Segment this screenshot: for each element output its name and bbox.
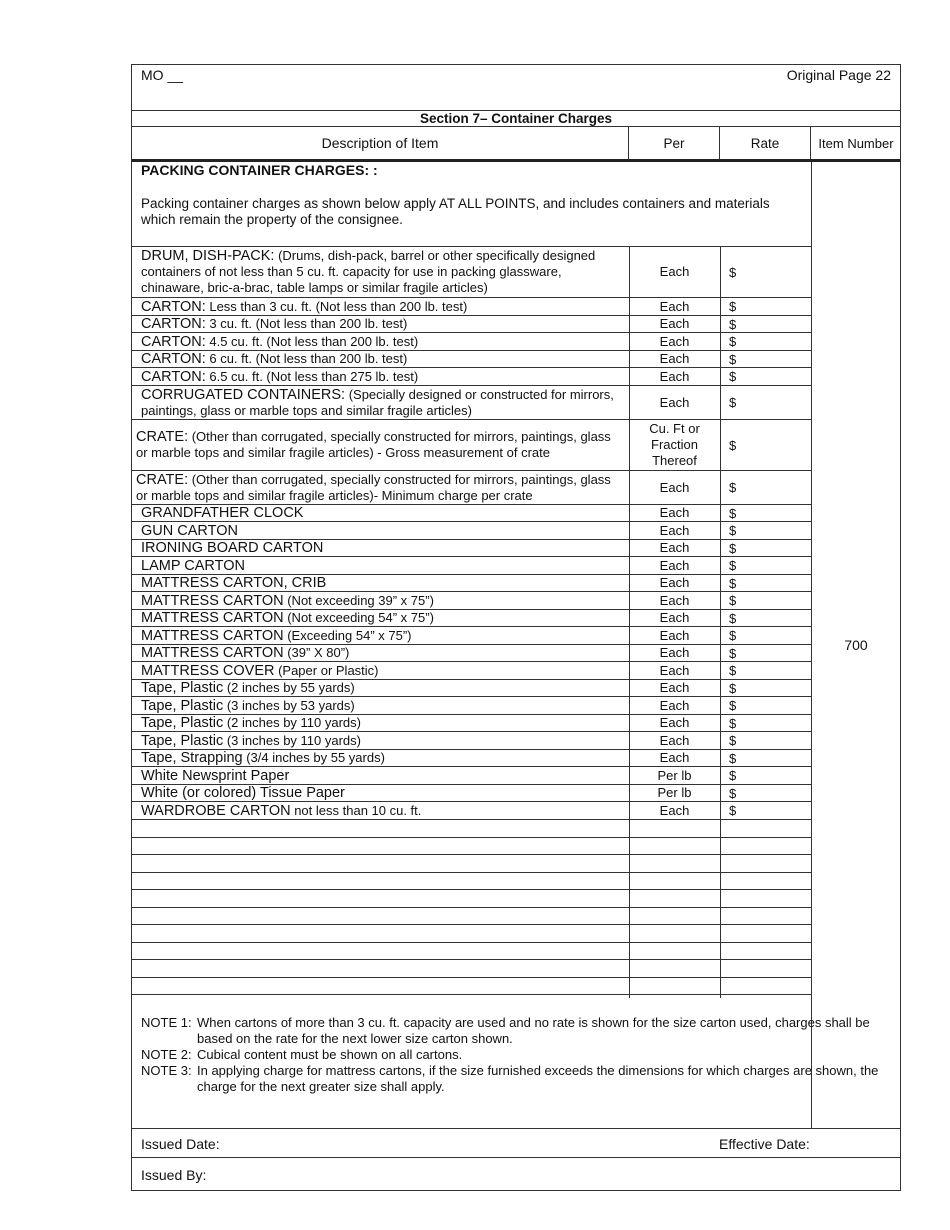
row-description-text: (Not exceeding 54” x 75”) [283, 610, 434, 625]
row-description-lead: CRATE: [136, 429, 189, 445]
row-description [141, 785, 625, 801]
row-rate: $ [729, 610, 737, 626]
note-text: When cartons of more than 3 cu. ft. capacity are used and no rate is shown for the size carton used, charges shall be based on the rate for the next lower size carton shown. [197, 1015, 870, 1046]
table-row [132, 627, 811, 645]
issued-date-label: Issued Date: [141, 1136, 220, 1152]
note [141, 1047, 881, 1063]
row-per: Each [659, 540, 690, 555]
row-description-lead: CARTON: [141, 316, 206, 332]
row-per: Each [659, 557, 690, 573]
row-per: Each [659, 610, 690, 625]
row-description [141, 680, 625, 696]
page-number: Original Page 22 [786, 67, 891, 83]
note [141, 1063, 881, 1095]
table-row [132, 471, 811, 505]
row-description [136, 420, 625, 470]
blank-row [132, 978, 811, 995]
notes-block [141, 1015, 881, 1095]
row-description [141, 298, 625, 315]
table-row [132, 645, 811, 662]
blank-row [132, 855, 811, 873]
row-description-lead: IRONING BOARD CARTON [141, 540, 324, 556]
row-description [141, 386, 625, 419]
row-description-text: (Drums, dish-pack, barrel or other specifically designed containers of not less than 5 cu. ft. capacity for use in packing glassware, chinaware, bric-a-brac, table lamps or similar fragile articles) [141, 248, 596, 295]
row-per: Each [659, 645, 690, 660]
row-description-text: (Not exceeding 39” x 75”) [283, 592, 434, 608]
table-row [132, 247, 811, 298]
row-description-text: (Other than corrugated, specially constructed for mirrors, paintings, glass or marble tops and similar fragile articles) - Gross measurement of crate [136, 429, 611, 460]
row-rate: $ [729, 680, 737, 696]
row-per: Each [659, 333, 690, 349]
blank-row [132, 960, 811, 978]
row-description [141, 557, 625, 574]
row-description-text: (39” X 80”) [283, 645, 350, 660]
row-description-text: 6.5 cu. ft. (Not less than 275 lb. test) [205, 368, 419, 384]
row-description-lead: MATTRESS CARTON [141, 610, 284, 626]
row-description [141, 610, 625, 626]
row-rate: $ [729, 715, 737, 731]
table-row [132, 316, 811, 333]
row-rate: $ [729, 299, 737, 314]
table-row [132, 662, 811, 680]
table-row [132, 505, 811, 522]
row-rate: $ [729, 264, 737, 280]
row-rate: $ [729, 395, 737, 410]
row-per: Each [659, 394, 690, 410]
row-per: Cu. Ft or Fraction Thereof [649, 421, 700, 468]
col-item-number: Item Number [818, 135, 894, 151]
row-rate: $ [729, 768, 737, 783]
row-description-text: (Exceeding 54” x 75”) [283, 627, 412, 643]
row-description-lead: Tape, Plastic [141, 680, 224, 696]
col-rate: Rate [720, 127, 811, 159]
table-row [132, 575, 811, 592]
table-row [132, 697, 811, 715]
table-row [132, 368, 811, 386]
row-description-lead: MATTRESS CARTON [141, 645, 284, 661]
row-per: Each [659, 368, 690, 384]
row-per: Each [659, 802, 690, 818]
blank-row [132, 908, 811, 925]
table-row [132, 802, 811, 820]
row-rate: $ [729, 334, 737, 349]
row-description-text: 3 cu. ft. (Not less than 200 lb. test) [205, 316, 408, 331]
row-description-lead: CORRUGATED CONTAINERS: [141, 386, 346, 403]
row-description-lead: WARDROBE CARTON [141, 802, 291, 819]
row-description-lead: CARTON: [141, 351, 206, 367]
row-description-text: (3 inches by 53 yards) [223, 697, 355, 713]
row-description-text: (3/4 inches by 55 yards) [242, 750, 385, 765]
table-row [132, 298, 811, 316]
row-per: Each [659, 298, 690, 314]
row-description [141, 802, 625, 819]
row-description-text: (2 inches by 110 yards) [223, 715, 361, 730]
intro-block [132, 162, 811, 247]
row-description-lead: CARTON: [141, 333, 206, 350]
row-rate: $ [729, 628, 737, 643]
row-description-text: (Other than corrugated, specially constructed for mirrors, paintings, glass or marble tops and similar fragile articles)- Minimum charge per crate [136, 471, 611, 503]
row-description-text: (Specially designed or constructed for mirrors, paintings, glass or marble tops and similar fragile articles) [141, 386, 614, 418]
effective-date-label: Effective Date: [719, 1136, 810, 1152]
row-description-lead: GRANDFATHER CLOCK [141, 505, 304, 521]
row-rate: $ [729, 351, 737, 367]
note-text: In applying charge for mattress cartons, if the size furnished exceeds the dimensions for which charges are shown, the charge for the next greater size shall apply. [197, 1063, 879, 1094]
row-rate: $ [729, 803, 737, 818]
row-description [141, 351, 625, 367]
row-description [141, 368, 625, 385]
note-label: NOTE 3: [141, 1063, 192, 1078]
table-row [132, 386, 811, 420]
row-description [141, 645, 625, 661]
blank-row [132, 943, 811, 960]
table-row [132, 522, 811, 540]
table-row [132, 540, 811, 557]
row-description-lead: LAMP CARTON [141, 557, 245, 574]
row-description-text: (2 inches by 55 yards) [223, 680, 355, 695]
note-text: Cubical content must be shown on all cartons. [197, 1047, 463, 1062]
row-per: Each [659, 264, 690, 279]
table-row [132, 715, 811, 732]
row-per: Each [659, 479, 690, 495]
row-description [141, 540, 625, 556]
blank-row [132, 873, 811, 890]
table-row [132, 732, 811, 750]
row-per: Per lb [657, 785, 692, 800]
item-number-value: 700 [844, 637, 868, 653]
row-description [141, 767, 625, 784]
row-description [141, 575, 625, 591]
note [141, 1015, 881, 1047]
row-description-text: not less than 10 cu. ft. [290, 802, 422, 818]
row-description [141, 715, 625, 731]
row-description-lead: CARTON: [141, 368, 206, 385]
row-description-text: Less than 3 cu. ft. (Not less than 200 lb. test) [205, 298, 468, 314]
row-rate: $ [729, 505, 737, 521]
row-description-lead: MATTRESS CARTON [141, 627, 284, 644]
row-rate: $ [729, 785, 737, 801]
blank-row [132, 925, 811, 943]
row-description [141, 522, 625, 539]
row-description-lead: Tape, Plastic [141, 715, 224, 731]
row-per: Each [659, 351, 690, 366]
row-description [141, 697, 625, 714]
note-label: NOTE 2: [141, 1047, 192, 1062]
row-description-lead: GUN CARTON [141, 522, 238, 539]
row-per: Each [659, 750, 690, 765]
tariff-page [131, 64, 901, 1191]
row-per: Each [659, 627, 690, 643]
issued-by-row [132, 1157, 900, 1192]
page-header [132, 65, 900, 111]
note-label: NOTE 1: [141, 1015, 192, 1030]
row-rate: $ [729, 480, 737, 495]
intro-body: Packing container charges as shown below apply AT ALL POINTS, and includes containers and materials which remain the property of the consignee. [141, 196, 770, 227]
issued-date-row [132, 1128, 900, 1158]
row-description-text: 6 cu. ft. (Not less than 200 lb. test) [205, 351, 408, 366]
row-rate: $ [729, 698, 737, 713]
blank-row [132, 820, 811, 838]
row-description [141, 316, 625, 332]
row-description [136, 471, 625, 504]
table-row [132, 785, 811, 802]
row-per: Each [659, 715, 690, 730]
row-per: Each [659, 662, 690, 678]
row-per: Each [659, 697, 690, 713]
column-header [132, 127, 900, 162]
row-description-lead: CRATE: [136, 471, 189, 488]
table-row [132, 420, 811, 471]
row-description [141, 333, 625, 350]
row-rate: $ [729, 733, 737, 748]
table-row [132, 680, 811, 697]
row-rate: $ [729, 316, 737, 332]
row-rate: $ [729, 437, 737, 453]
col-description: Description of Item [132, 127, 629, 159]
row-description [141, 732, 625, 749]
table-row [132, 333, 811, 351]
row-description [141, 592, 625, 609]
row-per: Each [659, 505, 690, 520]
blank-row [132, 890, 811, 908]
section-title: Section 7– Container Charges [132, 111, 900, 127]
row-description-lead: MATTRESS COVER [141, 662, 275, 679]
row-description [141, 627, 625, 644]
mo-number: MO __ [141, 67, 184, 83]
row-description [141, 662, 625, 679]
row-description-lead: Tape, Strapping [141, 750, 243, 766]
row-per: Each [659, 732, 690, 748]
row-description [141, 247, 625, 297]
issued-by-label: Issued By: [141, 1167, 207, 1183]
row-description-lead: DRUM, DISH-PACK: [141, 248, 275, 264]
table-row [132, 610, 811, 627]
row-per: Each [659, 522, 690, 538]
table-row [132, 592, 811, 610]
blank-row [132, 838, 811, 855]
table-row [132, 557, 811, 575]
row-rate: $ [729, 750, 737, 766]
table-row [132, 351, 811, 368]
row-per: Each [659, 680, 690, 695]
row-rate: $ [729, 575, 737, 591]
row-rate: $ [729, 663, 737, 678]
row-description-lead: CARTON: [141, 298, 206, 315]
row-description-lead: MATTRESS CARTON [141, 592, 284, 609]
row-rate: $ [729, 523, 737, 538]
row-description-text: (Paper or Plastic) [274, 662, 379, 678]
col-per: Per [629, 127, 720, 159]
row-description-lead: Tape, Plastic [141, 732, 224, 749]
row-per: Per lb [657, 767, 692, 783]
row-description-lead: MATTRESS CARTON, CRIB [141, 575, 327, 591]
row-description [141, 505, 625, 521]
row-rate: $ [729, 645, 737, 661]
row-rate: $ [729, 369, 737, 384]
row-rate: $ [729, 558, 737, 573]
row-rate: $ [729, 540, 737, 556]
table-row [132, 767, 811, 785]
row-description [141, 750, 625, 766]
row-per: Each [659, 575, 690, 590]
table-row [132, 750, 811, 767]
row-rate: $ [729, 593, 737, 608]
row-per: Each [659, 316, 690, 331]
row-description-lead: White (or colored) Tissue Paper [141, 785, 345, 801]
row-per: Each [659, 592, 690, 608]
row-description-lead: White Newsprint Paper [141, 767, 290, 784]
row-description-lead: Tape, Plastic [141, 697, 224, 714]
row-description-text: 4.5 cu. ft. (Not less than 200 lb. test) [205, 333, 419, 349]
row-description-text: (3 inches by 110 yards) [223, 732, 361, 748]
intro-title: PACKING CONTAINER CHARGES: : [141, 162, 378, 178]
